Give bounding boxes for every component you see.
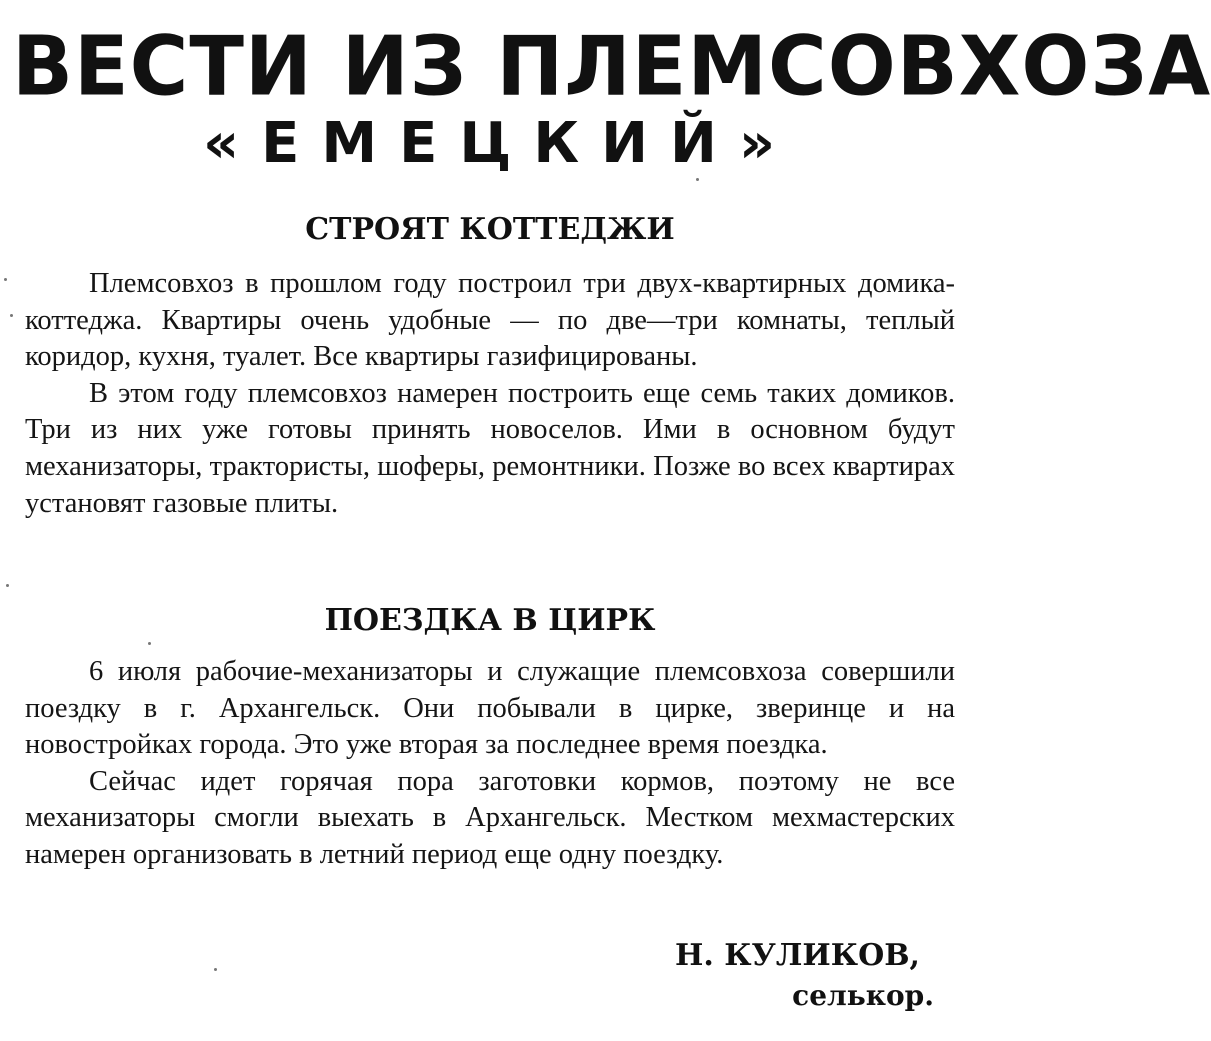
paragraph: В этом году племсовхоз намерен построить еще семь таких домиков. Три из них уже готовы принять новоселов. Ими в основном будут механизаторы, трактористы, шоферы, ремонтники. Позже во всех квартирах установят газовые плиты. — [25, 377, 955, 519]
headline-line-2: «ЕМЕЦКИЙ» — [202, 111, 798, 176]
author-role: селькор. — [792, 979, 934, 1012]
section-title-circus: ПОЕЗДКА В ЦИРК — [324, 603, 656, 638]
paragraph: Племсовхоз в прошлом году построил три двух-квартирных домика-коттеджа. Квартиры очень удобные — по две—три комнаты, теплый коридор, кухня, туалет. Все квартиры газифицированы. — [25, 268, 955, 373]
author-signature — [675, 936, 934, 1016]
section-body-circus — [25, 654, 955, 874]
paragraph: 6 июля рабочие-механизаторы и служащие племсовхоза совершили поездку в г. Архангельск. Они побывали в цирке, зверинце и на новостройках города. Это уже вторая за последнее время поездка. — [25, 656, 955, 761]
section-title-cottages: СТРОЯТ КОТТЕДЖИ — [305, 212, 675, 247]
print-speck — [6, 584, 9, 587]
section-body-cottages — [25, 266, 955, 522]
author-name: Н. КУЛИКОВ, — [675, 938, 920, 973]
print-speck — [10, 314, 13, 317]
headline-line-1: ВЕСТИ ИЗ ПЛЕМСОВХОЗА — [12, 19, 1211, 114]
paragraph: Сейчас идет горячая пора заготовки кормов, поэтому не все механизаторы смогли выехать в Архангельск. Местком мехмастерских намерен организовать в летний период еще одну поездку. — [25, 765, 955, 870]
print-speck — [4, 278, 7, 281]
print-speck — [148, 642, 151, 645]
print-speck — [696, 178, 699, 181]
print-speck — [214, 968, 217, 971]
